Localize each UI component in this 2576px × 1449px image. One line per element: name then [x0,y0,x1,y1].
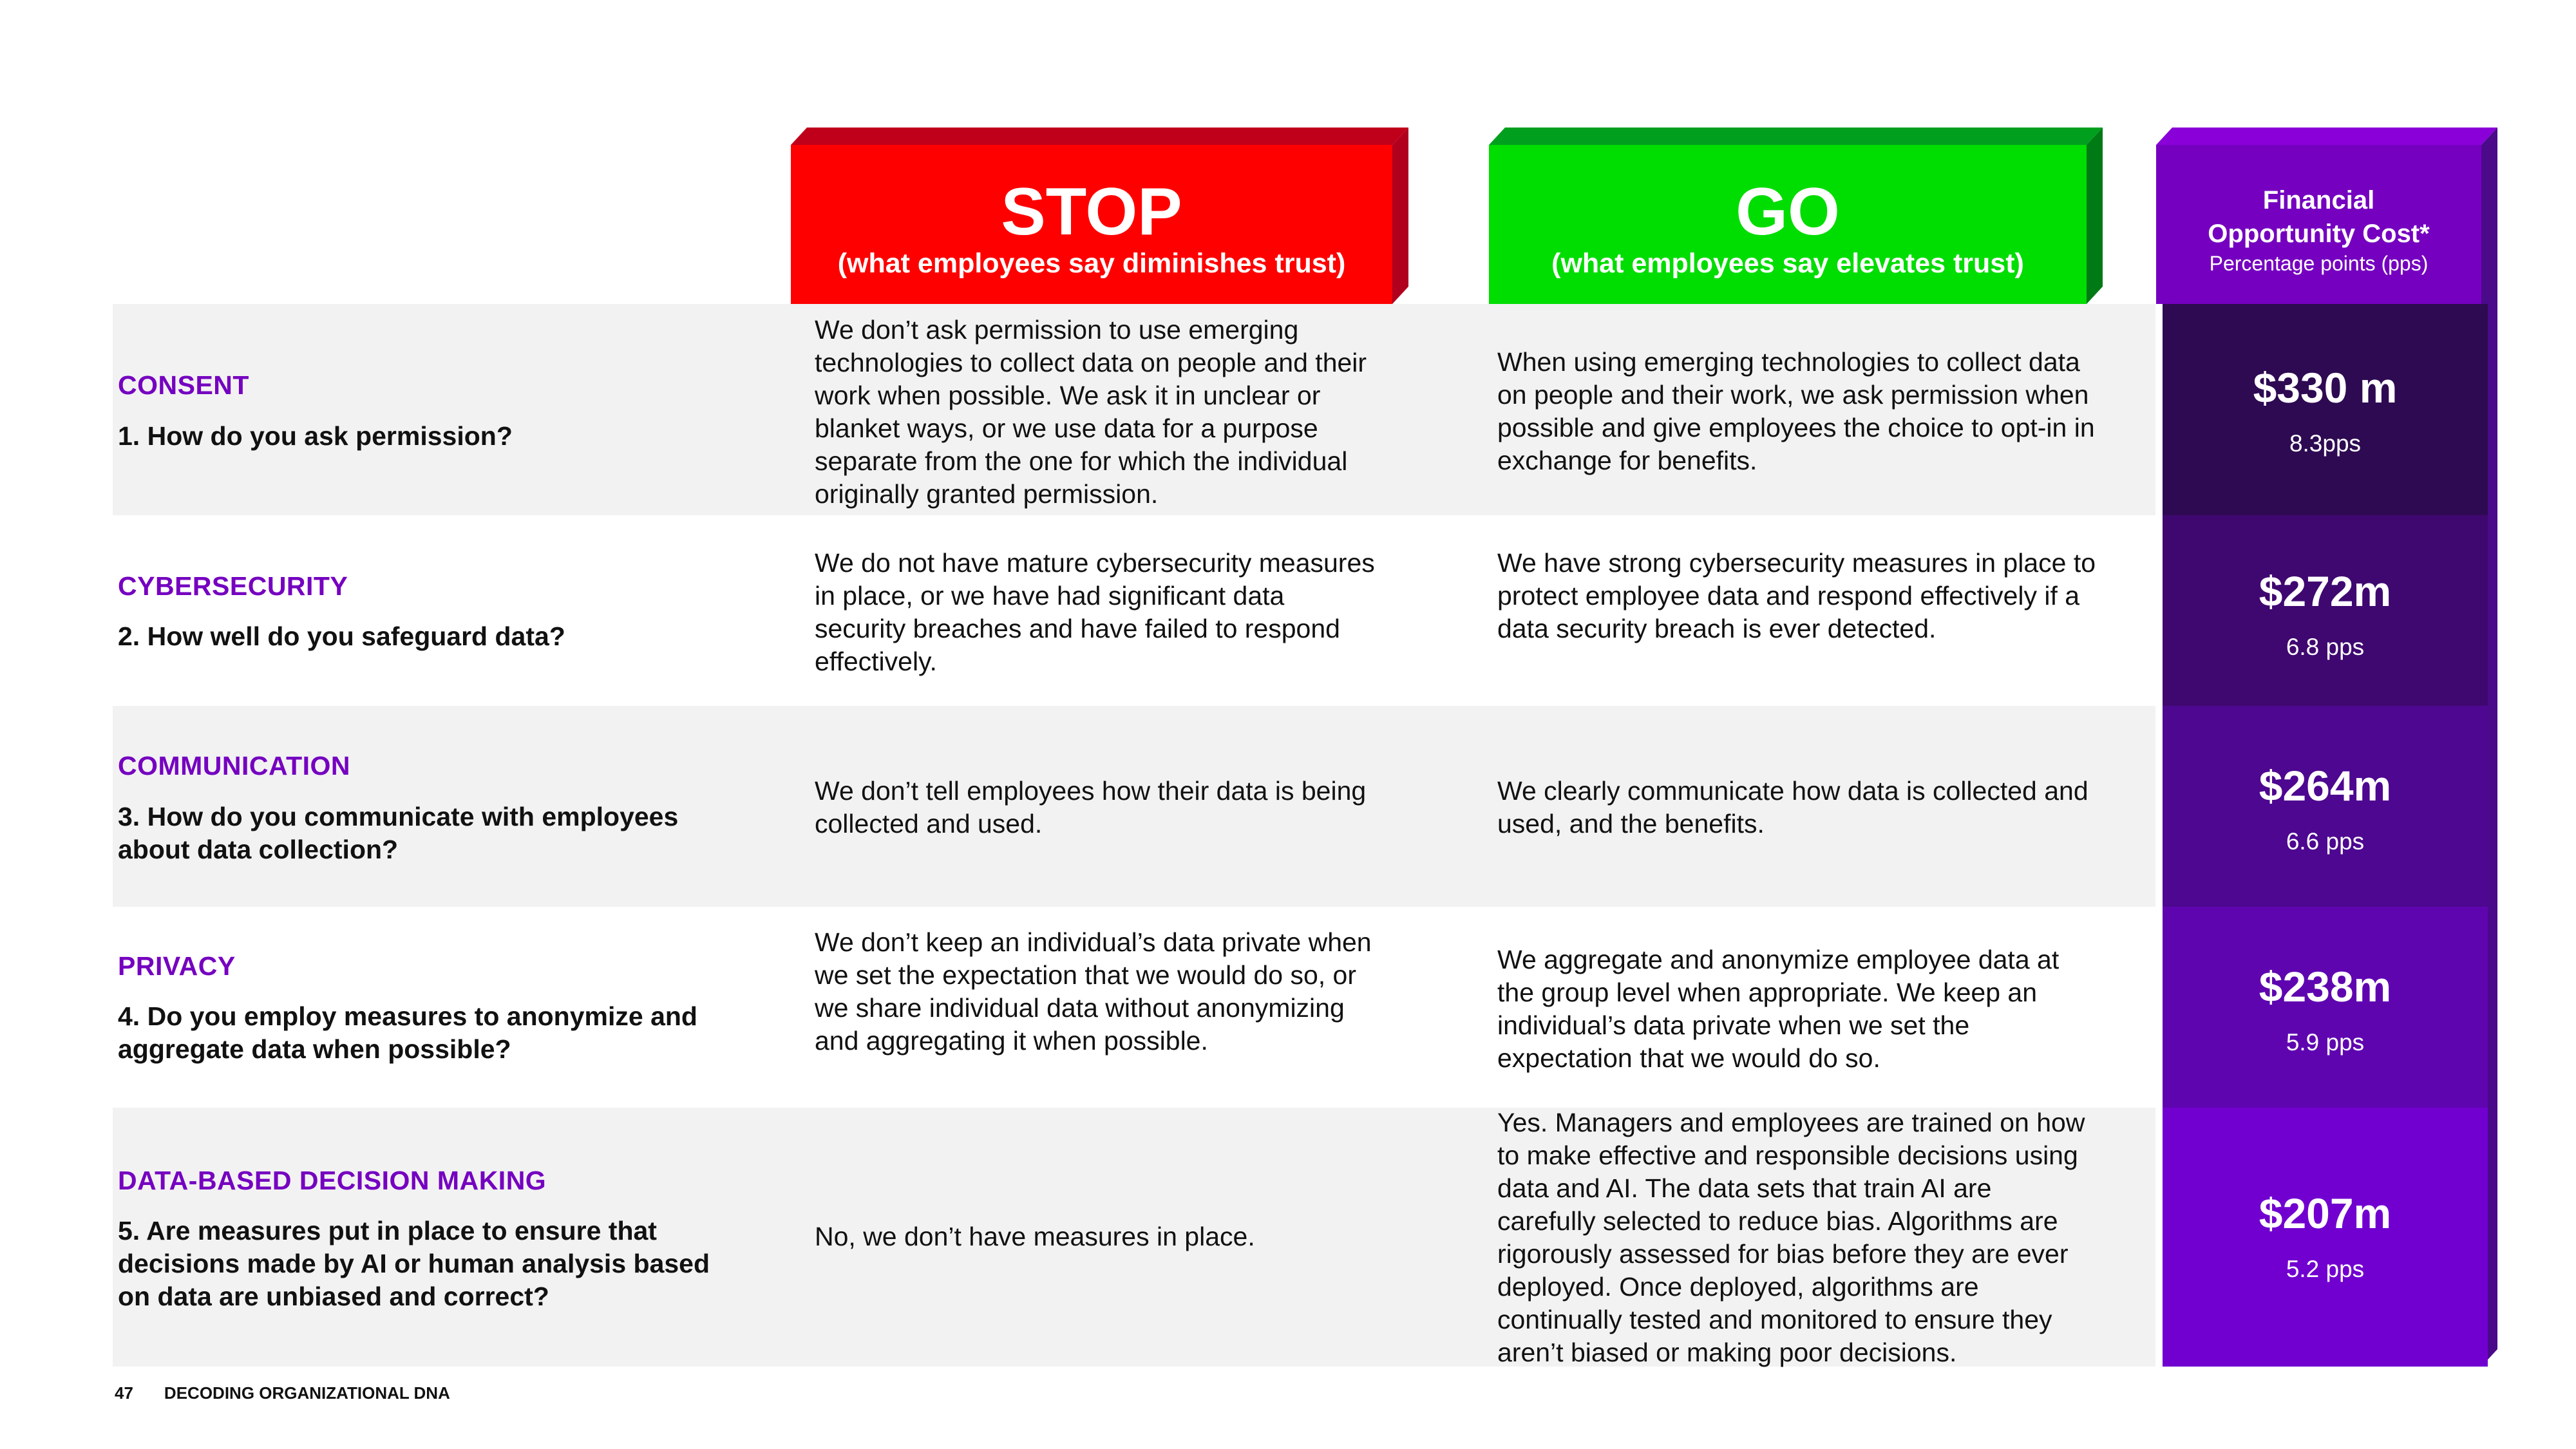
question-1: 1. How do you ask permission? [118,421,513,451]
go-box-top-face [1489,128,2103,145]
cost-amount-1: $330 m [2253,364,2398,412]
category-label-communication: COMMUNICATION [118,751,351,781]
stop-header [791,145,1392,304]
cost-pps-3: 6.6 pps [2286,828,2365,855]
page-number: 47 [115,1383,133,1403]
stop-text-5: No, we don’t have measures in place. [815,1222,1255,1251]
cost-pps-1: 8.3pps [2289,430,2362,457]
question-5: 5. Are measures put in place to ensure that decisions made by AI or human analysis based on data are unbiased and correct? [118,1216,710,1311]
cost-amount-4: $238m [2259,963,2392,1010]
go-title: GO [1736,175,1840,249]
go-text-4: We aggregate and anonymize employee data at the group level when appropriate. We keep an individual’s data private when we set the expectation that we would do so. [1497,945,2060,1073]
cost-amount-2: $272m [2259,567,2392,615]
cost-cell-3 [2163,706,2488,907]
go-box-side-face [2087,128,2103,304]
stop-text-4: We don’t keep an individual’s data private when we set the expectation that we would do so, or we share individual data without anonymizing and aggregating it when possible. [815,927,1372,1056]
page-footer [115,1383,450,1403]
go-text-2: We have strong cybersecurity measures in place to protect employee data and respond effectively if a data security breach is ever detected. [1497,548,2096,643]
cost-pps-5: 5.2 pps [2286,1256,2365,1282]
cost-title-line2: Opportunity Cost* [2208,220,2430,248]
question-3: 3. How do you communicate with employees about data collection? [118,802,679,864]
document-title: DECODING ORGANIZATIONAL DNA [164,1383,450,1403]
category-label-data-based-decision-making: DATA-BASED DECISION MAKING [118,1166,547,1195]
stop-text-3: We don’t tell employees how their data is being collected and used. [815,776,1367,838]
cost-title-line1: Financial [2262,186,2375,214]
go-text-3: We clearly communicate how data is collected and used, and the benefits. [1497,776,2088,838]
cost-pps-4: 5.9 pps [2286,1029,2365,1056]
stop-title: STOP [1001,175,1182,249]
category-label-cybersecurity: CYBERSECURITY [118,571,348,601]
stop-box-top-face [791,128,1408,145]
stop-text-2: We do not have mature cybersecurity measures in place, or we have had significant data security breaches and have failed to respond effectively. [815,548,1375,676]
stop-box-side-face [1392,128,1408,304]
cost-cell-1 [2163,304,2488,515]
cost-amount-3: $264m [2259,762,2392,810]
go-text-1: When using emerging technologies to collect data on people and their work, we ask permission when possible and give employees the choice to opt-in in exchange for benefits. [1497,347,2095,475]
question-2: 2. How well do you safeguard data? [118,621,565,651]
cost-amount-5: $207m [2259,1189,2392,1237]
cost-subtitle: Percentage points (pps) [2209,252,2429,275]
cost-cell-4 [2163,907,2488,1108]
cost-header [2156,145,2481,304]
cost-column-top-face [2156,128,2497,145]
go-text-5: Yes. Managers and employees are trained on how to make effective and responsible decisions using data and AI. The data sets that train AI are carefully selected to reduce bias. Algorithms are rigorously assessed for bias before they are ever deployed. Once deployed, algorithms are continually tested and monitored to ensure they aren’t biased or making poor decisions. [1497,1108,2085,1367]
cost-pps-2: 6.8 pps [2286,634,2365,660]
go-header [1489,145,2087,304]
go-subtitle: (what employees say elevates trust) [1551,248,2024,279]
category-label-privacy: PRIVACY [118,951,236,981]
question-4: 4. Do you employ measures to anonymize and aggregate data when possible? [118,1001,697,1064]
category-label-consent: CONSENT [118,370,249,400]
stop-subtitle: (what employees say diminishes trust) [837,248,1346,279]
cost-cell-5 [2163,1108,2488,1367]
cost-cell-2 [2163,515,2488,706]
stop-text-1: We don’t ask permission to use emerging technologies to collect data on people and their work when possible. We ask it in unclear or blanket ways, or we use data for a purpose separate from the one for which the individual originally granted permission. [815,315,1367,509]
